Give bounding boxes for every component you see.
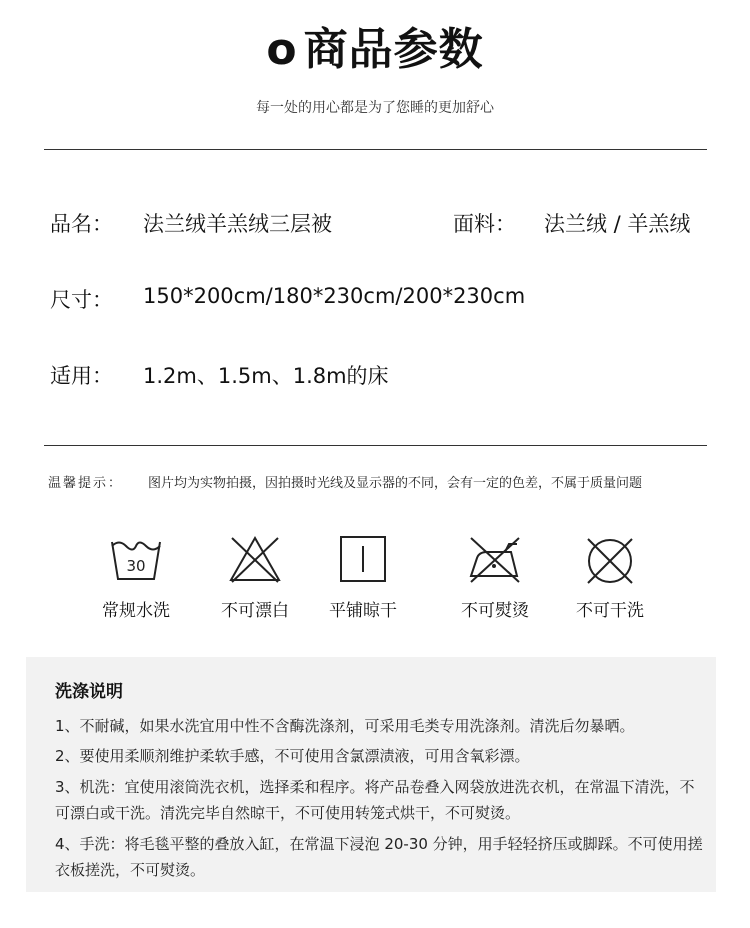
name-label: 品名： [50, 212, 113, 236]
title-dot: o [266, 24, 298, 75]
fit-label: 适用： [50, 364, 113, 388]
notice-label: 温馨提示： [48, 476, 124, 491]
title-highlight: 参数 [394, 22, 484, 78]
no-iron-icon [465, 534, 525, 584]
wash-temp: 30 [126, 557, 146, 575]
care-label-no-dry-clean: 不可干洗 [576, 601, 644, 621]
title-plain: 商品 [303, 24, 394, 75]
care-label-flat-dry: 平铺晾干 [329, 601, 397, 621]
page-subtitle: 每一处的用心都是为了您睡的更加舒心 [256, 100, 494, 116]
fit-value: 1.2m、1.5m、1.8m的床 [143, 364, 389, 388]
no-bleach-icon [228, 534, 282, 584]
divider-bottom [44, 445, 707, 446]
wash-item-2: 2、要使用柔顺剂维护柔软手感，不可使用含氯漂渍液，可用含氧彩漂。 [55, 747, 530, 765]
size-value: 150*200cm/180*230cm/200*230cm [143, 284, 526, 308]
section-header [0, 22, 750, 78]
care-item-no-iron [435, 534, 555, 621]
care-label-no-bleach: 不可漂白 [221, 601, 289, 621]
no-dry-clean-icon [583, 534, 637, 588]
care-item-wash [76, 534, 196, 621]
divider-top [44, 149, 707, 150]
care-item-flat-dry [303, 534, 423, 621]
wash-instructions [26, 657, 716, 892]
name-value: 法兰绒羊羔绒三层被 [143, 212, 332, 236]
care-item-no-dry-clean [550, 534, 670, 621]
wash-item-3: 3、机洗：宜使用滚筒洗衣机，选择柔和程序。将产品卷叠入网袋放进洗衣机，在常温下清洗，不可漂白或干洗。清洗完毕自然晾干，不可使用转笼式烘干，不可熨烫。 [55, 778, 695, 822]
fabric-label: 面料： [453, 212, 516, 236]
fabric-value: 法兰绒 / 羊羔绒 [544, 212, 691, 236]
wash-heading: 洗涤说明 [55, 682, 123, 702]
wash-30-icon [109, 534, 163, 584]
flat-dry-icon [336, 534, 390, 584]
size-label: 尺寸： [50, 288, 113, 312]
care-label-no-iron: 不可熨烫 [461, 601, 529, 621]
notice-text: 图片均为实物拍摄，因拍摄时光线及显示器的不同，会有一定的色差，不属于质量问题 [148, 476, 643, 491]
page-title [266, 22, 483, 78]
wash-item-1: 1、不耐碱，如果水洗宜用中性不含酶洗涤剂，可采用毛类专用洗涤剂。清洗后勿暴晒。 [55, 717, 635, 735]
notice [48, 472, 643, 491]
care-label-wash: 常规水洗 [102, 601, 170, 621]
wash-item-4: 4、手洗：将毛毯平整的叠放入缸，在常温下浸泡 20-30 分钟，用手轻轻挤压或脚踩。不可使用搓衣板搓洗，不可熨烫。 [55, 835, 703, 879]
care-item-no-bleach [195, 534, 315, 621]
